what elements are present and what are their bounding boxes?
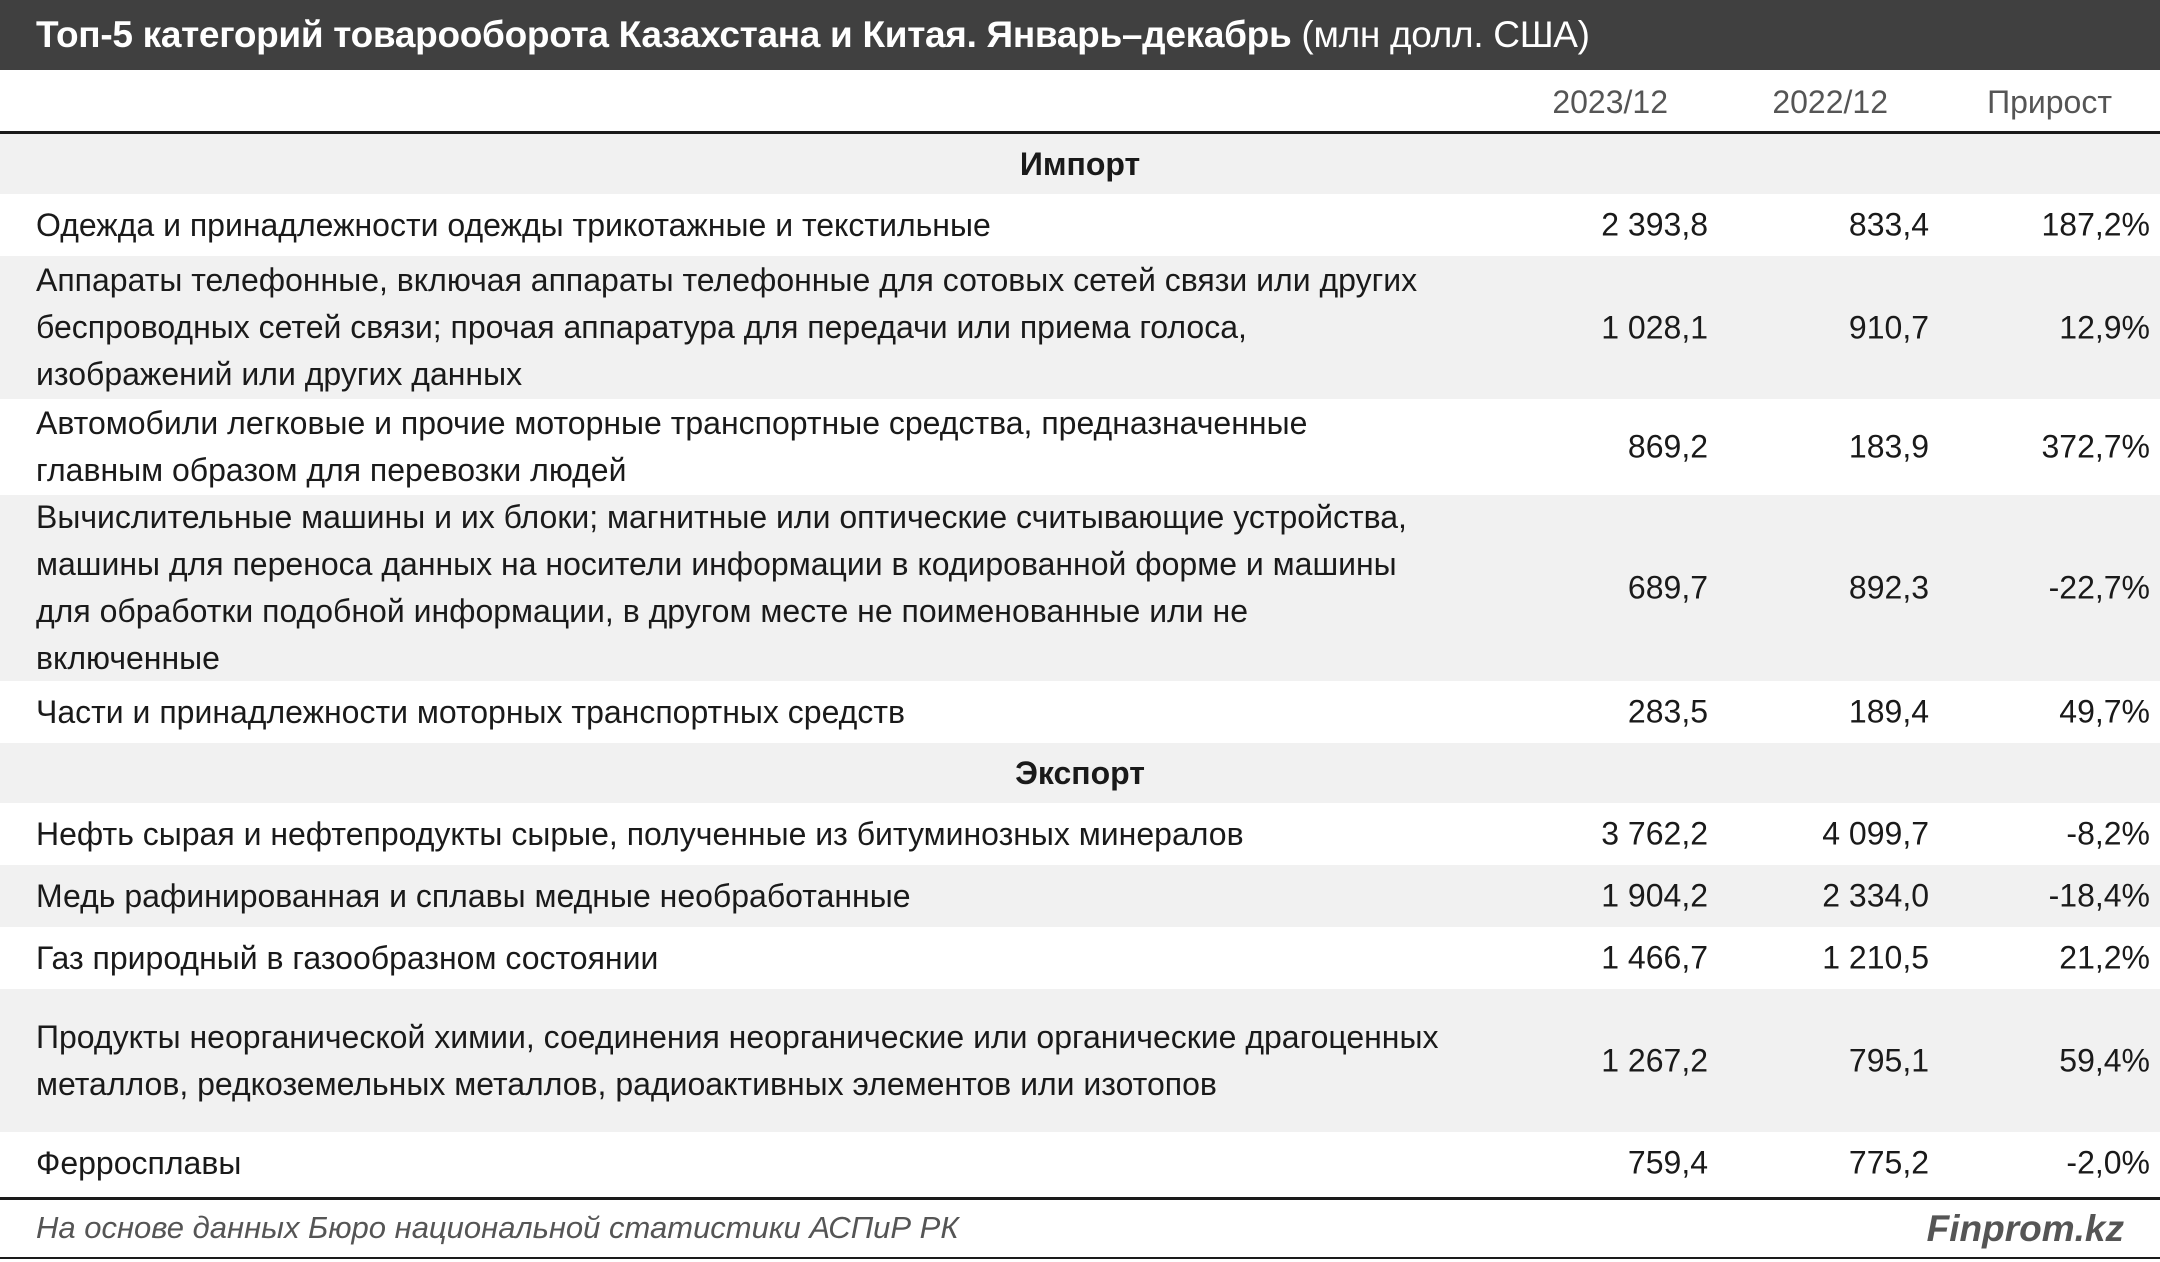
table-row <box>0 1132 2160 1194</box>
value-2022: 2 334,0 <box>1822 877 1929 914</box>
table-row <box>0 865 2160 927</box>
value-2022: 892,3 <box>1848 569 1929 606</box>
value-growth: 12,9% <box>2059 309 2150 345</box>
value-2022: 910,7 <box>1848 309 1929 345</box>
table-row <box>0 927 2160 989</box>
footer <box>0 1197 2160 1259</box>
section-header <box>0 134 2160 194</box>
value-2023: 2 393,8 <box>1601 206 1708 243</box>
title-main: Топ-5 категорий товарооборота Казахстана и Китая. Январь–декабрь <box>36 14 1292 55</box>
column-header-2023: 2023/12 <box>1552 84 1668 120</box>
column-header-growth: Прирост <box>1987 84 2112 120</box>
value-2022: 833,4 <box>1848 206 1929 243</box>
value-2023: 3 762,2 <box>1601 815 1708 852</box>
category-name: Части и принадлежности моторных транспортных средств <box>36 693 905 730</box>
column-header-2022: 2022/12 <box>1772 84 1888 120</box>
title-unit: (млн долл. США) <box>1301 14 1590 55</box>
category-name: Газ природный в газообразном состоянии <box>36 939 659 976</box>
value-2022: 775,2 <box>1848 1144 1929 1181</box>
category-name: Автомобили легковые и прочие моторные транспортные средства, предназначенные главным образом для перевозки людей <box>36 405 1308 488</box>
value-2023: 1 028,1 <box>1601 309 1708 345</box>
value-2023: 1 267,2 <box>1601 1042 1708 1078</box>
table-row <box>0 803 2160 865</box>
value-growth: -8,2% <box>2066 815 2150 852</box>
value-2023: 283,5 <box>1627 693 1708 730</box>
category-name: Нефть сырая и нефтепродукты сырые, полученные из битуминозных минералов <box>36 815 1244 852</box>
category-name: Вычислительные машины и их блоки; магнитные или оптические считывающие устройства, машины для переноса данных на носители информации в кодированной форме и машины для обработки подобной информации, в другом месте не поименованные или не включенные <box>36 499 1407 676</box>
brand-logo-text: Finprom.kz <box>1926 1208 2124 1249</box>
source-note: На основе данных Бюро национальной статистики АСПиР РК <box>36 1210 959 1245</box>
category-name: Медь рафинированная и сплавы медные необработанные <box>36 877 911 914</box>
value-2022: 183,9 <box>1848 428 1929 465</box>
value-growth: 49,7% <box>2059 693 2150 730</box>
category-name: Продукты неорганической химии, соединения неорганические или органические драгоценных металлов, редкоземельных металлов, радиоактивных элементов или изотопов <box>36 1018 1439 1102</box>
section-label: Импорт <box>1019 145 1141 182</box>
value-growth: -18,4% <box>2048 877 2150 914</box>
value-growth: 187,2% <box>2041 206 2150 243</box>
value-growth: 59,4% <box>2059 1042 2150 1078</box>
value-2022: 4 099,7 <box>1822 815 1929 852</box>
table-title <box>0 0 2160 70</box>
value-2023: 1 904,2 <box>1601 877 1708 914</box>
value-growth: 21,2% <box>2059 939 2150 976</box>
value-2023: 689,7 <box>1627 569 1708 606</box>
value-2023: 869,2 <box>1627 428 1708 465</box>
table-row <box>0 399 2160 495</box>
table-row <box>0 194 2160 256</box>
category-name: Одежда и принадлежности одежды трикотажные и текстильные <box>36 206 991 243</box>
table-row <box>0 495 2160 681</box>
category-name: Ферросплавы <box>36 1144 242 1181</box>
value-2022: 795,1 <box>1848 1042 1929 1078</box>
value-2023: 1 466,7 <box>1601 939 1708 976</box>
column-header-row <box>0 70 2160 134</box>
table-row <box>0 256 2160 399</box>
section-label: Экспорт <box>1015 754 1145 791</box>
table-row <box>0 681 2160 743</box>
table-row <box>0 989 2160 1132</box>
section-header <box>0 743 2160 803</box>
table-body <box>0 134 2160 1194</box>
value-growth: -2,0% <box>2066 1144 2150 1181</box>
value-2022: 1 210,5 <box>1822 939 1929 976</box>
value-2022: 189,4 <box>1848 693 1929 730</box>
value-2023: 759,4 <box>1627 1144 1708 1181</box>
value-growth: -22,7% <box>2048 569 2150 606</box>
category-name: Аппараты телефонные, включая аппараты телефонные для сотовых сетей связи или других беспроводных сетей связи; прочая аппаратура для передачи или приема голоса, изображений или других данных <box>36 262 1418 392</box>
value-growth: 372,7% <box>2041 428 2150 465</box>
